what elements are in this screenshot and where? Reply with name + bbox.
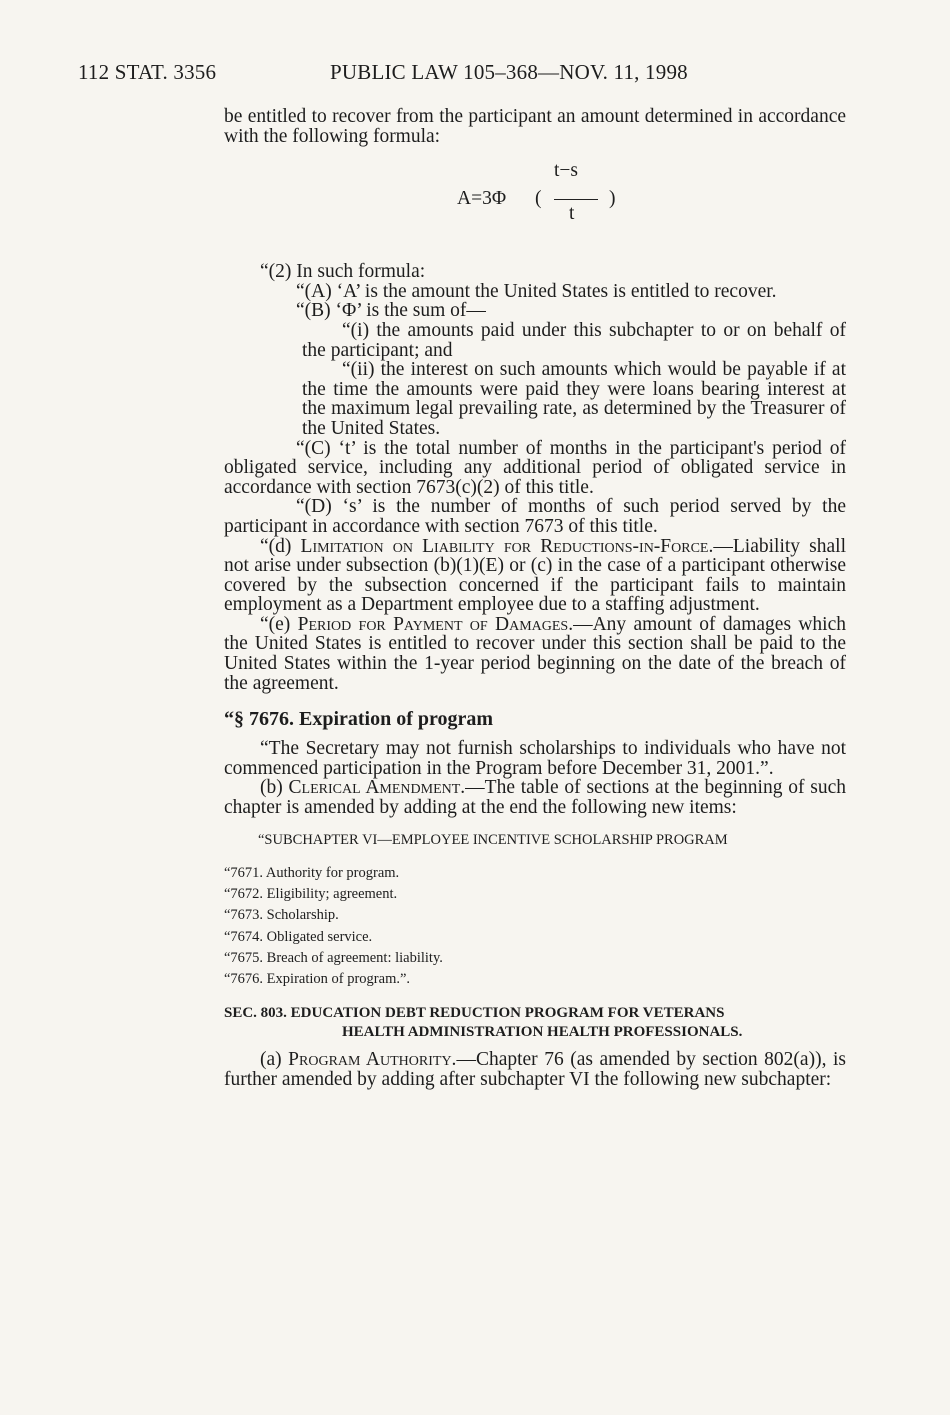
subsection-d [224, 537, 846, 615]
subsection-d-text: —Liability shall not arise under subsection (b)(1)(E) or (c) in the case of a participant otherwise covered by the subsection concerned if the participant fails to maintain employment as a Department employee due to a staffing adjustment. [224, 535, 846, 616]
recovery-formula [224, 158, 846, 250]
formula-right-paren: ) [609, 188, 616, 210]
subsection-a-text: —Chapter 76 (as amended by section 802(a)), is further amended by adding after subchapter VI the following new subchapter: [224, 1049, 846, 1090]
para-2: “(2) In such formula: [260, 261, 426, 283]
toc-item: “7675. Breach of agreement: liability. [224, 949, 443, 966]
section-7676-text: “The Secretary may not furnish scholarships to individuals who have not commenced participation in the Program before December 31, 2001.”. [224, 738, 846, 779]
subsection-a-heading: Program Authority. [288, 1049, 457, 1071]
section-7676-title: “§ 7676. Expiration of program [224, 708, 494, 731]
subsection-e [224, 615, 846, 693]
intro-paragraph: be entitled to recover from the participant an amount determined in accordance with the following formula: [224, 106, 846, 147]
subsection-e-heading: Period for Payment of Damages. [297, 613, 574, 635]
section-803-line2: HEALTH ADMINISTRATION HEALTH PROFESSIONALS. [342, 1024, 743, 1041]
para-2-C: “(C) ‘t’ is the total number of months in the participant's period of obligated service, including any additional period of obligated service in accordance with section 7673(c)(2) of this title. [224, 437, 846, 498]
para-2-B-i: “(i) the amounts paid under this subchapter to or on behalf of the participant; and [302, 319, 846, 361]
section-803-heading [224, 1004, 846, 1042]
subsection-b-lead: (b) [260, 777, 289, 799]
toc-item: “7673. Scholarship. [224, 907, 339, 924]
subsection-a [224, 1050, 846, 1089]
toc-item: “7671. Authority for program. [224, 864, 400, 881]
para-2-A: “(A) ‘A’ is the amount the United States is entitled to recover. [296, 280, 777, 302]
public-law-citation: PUBLIC LAW 105–368—NOV. 11, 1998 [330, 60, 688, 84]
section-803-line1: SEC. 803. EDUCATION DEBT REDUCTION PROGRAM FOR VETERANS [224, 1005, 725, 1022]
subchapter-heading: “SUBCHAPTER VI—EMPLOYEE INCENTIVE SCHOLARSHIP PROGRAM [258, 831, 728, 848]
subsection-e-lead: “(e) [260, 613, 298, 635]
toc-item: “7676. Expiration of program.”. [224, 971, 411, 988]
para-2-B-ii: “(ii) the interest on such amounts which would be payable if at the time the amounts were paid they were loans bearing interest at the maximum legal prevailing rate, as determined by the Treasurer of the United States. [302, 359, 846, 439]
formula-lhs: A=3Φ [457, 188, 507, 210]
subsection-d-heading: Limitation on Liability for Reductions-in-Force. [300, 535, 714, 557]
formula-fraction-bar [554, 199, 598, 200]
document-body [224, 107, 846, 1090]
toc-item: “7672. Eligibility; agreement. [224, 885, 398, 902]
para-2-B: “(B) ‘Φ’ is the sum of— [296, 300, 486, 322]
subsection-b-text: —The table of sections at the beginning of such chapter is amended by adding at the end the following new items: [224, 777, 846, 819]
formula-left-paren: ( [535, 188, 542, 210]
table-of-sections [224, 863, 846, 991]
formula-denominator: t [569, 203, 575, 225]
para-2-D: “(D) ‘s’ is the number of months of such period served by the participant in accordance with section 7673 of this title. [224, 496, 846, 537]
subsection-d-lead: “(d) [260, 535, 301, 557]
subsection-a-lead: (a) [260, 1049, 289, 1071]
subsection-b-heading: Clerical Amendment. [288, 777, 466, 799]
stat-citation: 112 STAT. 3356 [78, 60, 217, 84]
formula-numerator: t−s [554, 160, 579, 182]
subsection-b [224, 778, 846, 817]
subsection-e-text: —Any amount of damages which the United States is entitled to recover under this section shall be paid to the United States within the 1-year period beginning on the date of the breach of the agreement. [224, 613, 846, 694]
toc-item: “7674. Obligated service. [224, 928, 373, 945]
